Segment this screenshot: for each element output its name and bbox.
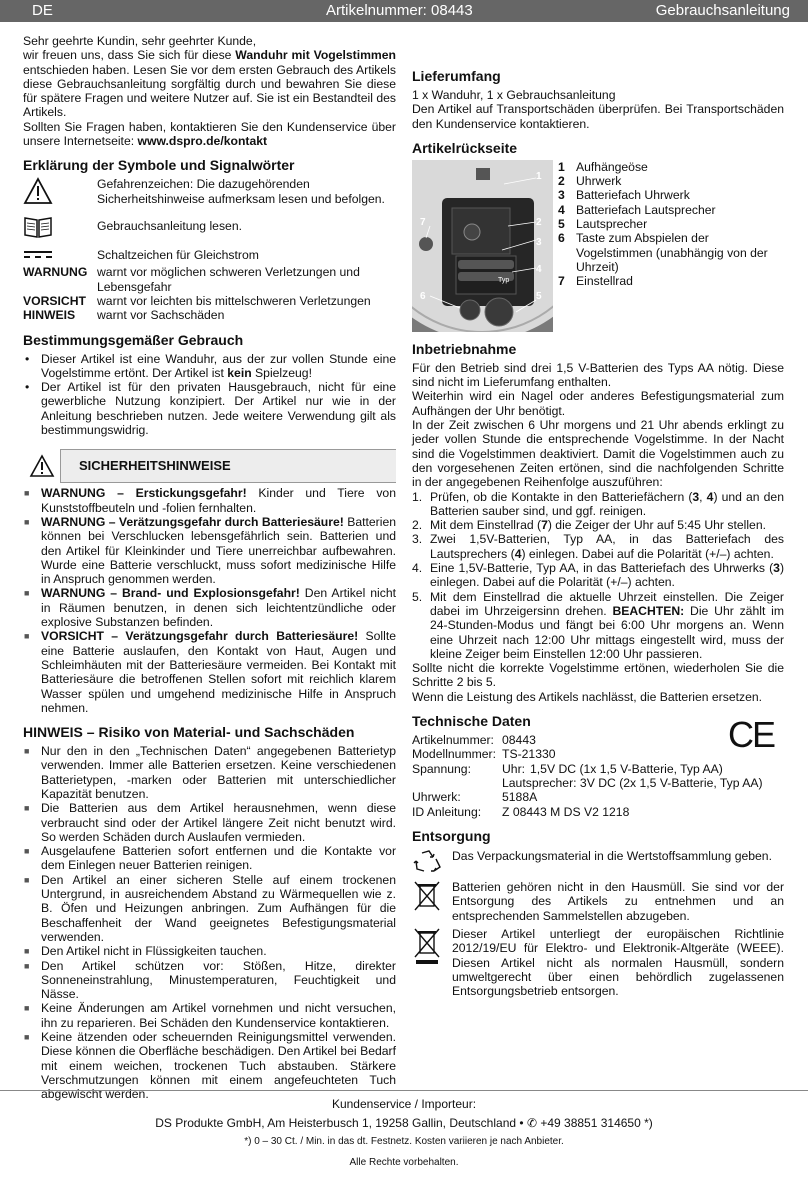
list-item: 5. Mit dem Einstellrad die aktuelle Uhrzeit einstellen. Die Zeiger dabei im Uhrzeigersinn drehen. BEACHTEN: Die Uhr zählt im 24-Stunden-Modus und fängt bei 6:00 Uhr morgens an. Wenn eine Uhrzeit nach 12:00 Uhr mittags eingestellt wird, muss der kleine Zeiger beim Einstellen 12:00 Uhr passieren. — [412, 589, 785, 661]
list-item: ■ WARNUNG – Brand- und Explosionsgefahr! Den Artikel nicht in Räumen benutzen, in denen sich leichtentzündliche oder explosive Substanzen befinden. — [23, 586, 396, 629]
image-label: 7 — [420, 216, 426, 228]
tech-row: ID Anleitung: Z 08443 M DS V2 1218 — [412, 804, 630, 819]
symbol-manual: Gebrauchsanleitung lesen. — [23, 215, 396, 244]
symbol-danger: Gefahrenzeichen: Die dazugehörenden Sicherheitshinweise aufmerksam lesen und befolgen. — [23, 177, 396, 213]
image-label: 5 — [536, 290, 542, 302]
disposal-heading: Entsorgung — [412, 827, 491, 844]
signal-word-notice: HINWEIS warnt vor Sachschäden — [23, 308, 225, 323]
list-item: ■ Keine Änderungen am Artikel vornehmen und nicht versuchen, ihn zu reparieren. Bei Schäden den Kundenservice kontaktieren. — [23, 1001, 396, 1030]
manual-book-icon — [23, 215, 97, 242]
warning-triangle-icon — [23, 449, 61, 483]
recycling-icon — [412, 849, 452, 876]
signal-word-warning: WARNUNG warnt vor möglichen schweren Verletzungen und Lebensgefahr — [23, 265, 360, 294]
service-label: Kundenservice / Importeur: — [331, 1097, 477, 1111]
list-item: • Dieser Artikel ist eine Wanduhr, aus der zur vollen Stunde eine Vogelstimme ertönt. Der Artikel ist kein Spielzeug! — [23, 352, 396, 381]
startup-mounting: Weiterhin wird ein Nagel oder anderes Befestigungsmaterial zum Aufhängen der Uhr benötigt. — [412, 389, 784, 418]
page-footer — [0, 1090, 808, 1169]
right-column — [412, 1, 784, 998]
startup-steps — [412, 490, 784, 662]
image-label: 4 — [536, 263, 542, 275]
scope-heading: Lieferumfang — [412, 68, 501, 84]
service-address: DS Produkte GmbH, Am Heisterbusch 1, 19258 Gallin, Deutschland • ✆ +49 38851 314650 *) — [155, 1116, 653, 1130]
article-number: Artikelnummer: 08443 — [326, 2, 473, 19]
list-item: ■ Den Artikel an einer sicheren Stelle auf einem trockenen Untergrund, in ausreichendem Abstand zu Wärmequellen wie z. B. Öfen und Heizungen anbringen. Zum Aufhängen für die Beschaffenheit der Wand geeignetes Befestigungsmaterial verwenden. — [23, 873, 396, 944]
list-item: 4. Eine 1,5V-Batterie, Typ AA, in das Batteriefach des Uhrwerks (3) einlegen. Dabei auf die Polarität (+/–) achten. — [412, 561, 784, 590]
disposal-batteries: Batterien gehören nicht in den Hausmüll. Sie sind vor der Entsorgung des Artikels zu entnehmen und an entsprechenden Sammelstellen abzugeben. — [412, 880, 784, 923]
tech-row: Spannung: Uhr: 1,5V DC (1x 1,5 V-Batterie, Typ AA) — [412, 761, 723, 776]
startup-replace: Wenn die Leistung des Artikels nachlässt, die Batterien ersetzen. — [412, 689, 763, 704]
tech-row: Lautsprecher: 3V DC (2x 1,5 V-Batterie, Typ AA) — [502, 775, 763, 790]
list-item: ■ WARNUNG – Erstickungsgefahr! Kinder und Tiere von Kunststoffbeuteln und -folien fernhalten. — [23, 486, 396, 515]
startup-batteries: Für den Betrieb sind drei 1,5 V-Batterien des Typs AA nötig. Diese sind nicht im Lieferumfang enthalten. — [412, 360, 784, 390]
greeting: Sehr geehrte Kundin, sehr geehrter Kunde, — [23, 34, 257, 48]
list-item: ■ Keine ätzenden oder scheuernden Reinigungsmittel verwenden. Diese können die Oberfläche beschädigen. Den Artikel bei Bedarf mit einem weichen, trockenen Tuch abstauben. Stärkere Verschmutzungen können mit einem angefeuchteten Tuch abgewischt werden. — [23, 1030, 396, 1101]
legend-item: 1 Aufhängeöse — [558, 159, 648, 174]
legend-item: 5 Lautsprecher — [558, 217, 648, 232]
back-legend — [553, 160, 784, 332]
symbol-dc: Schaltzeichen für Gleichstrom — [23, 248, 396, 265]
startup-schedule: In der Zeit zwischen 6 Uhr morgens und 21 Uhr abends erklingt zu jeder vollen Stunde die entsprechende Vogelstimme. In der Nacht sind die Vogelstimmen deaktiviert. Damit die Vogelstimmen auch zu den vorgesehenen Zeiten ertönen, sind die nachfolgenden Schritte in der angegebenen Reihenfolge auszuführen: — [412, 418, 784, 490]
warning-triangle-icon — [23, 177, 97, 208]
legend-item: 2 Uhrwerk — [558, 174, 622, 189]
startup-repeat: Sollte nicht die korrekte Vogelstimme ertönen, wiederholen Sie die Schritte 2 bis 5. — [412, 661, 784, 690]
cost-note: *) 0 – 30 Ct. / Min. in das dt. Festnetz. Kosten variieren je nach Anbieter. — [244, 1136, 564, 1147]
back-section — [412, 160, 784, 332]
legend-item: 3 Batteriefach Uhrwerk — [558, 188, 690, 203]
weee-bin-icon — [412, 927, 452, 998]
image-label: 2 — [536, 216, 542, 228]
list-item: 1. Prüfen, ob die Kontakte in den Batteriefächern (3, 4) und an den Batterien sauber sind, und ggf. reinigen. — [412, 489, 784, 518]
safety-banner — [23, 449, 396, 483]
rights-note: Alle Rechte vorbehalten. — [349, 1157, 459, 1168]
list-item: ■ Ausgelaufene Batterien sofort entfernen und die Kontakte vor dem Einlegen neuer Batterien reinigen. — [23, 844, 396, 873]
direct-current-icon — [23, 248, 97, 263]
tech-heading: Technische Daten CE — [412, 713, 774, 756]
clock-back-image — [412, 160, 553, 332]
intended-use-heading: Bestimmungsgemäßer Gebrauch — [23, 331, 244, 348]
symbols-heading: Erklärung der Symbole und Signalwörter — [23, 157, 295, 174]
document-type: Gebrauchsanleitung — [655, 2, 790, 19]
scope-items: 1 x Wanduhr, 1 x Gebrauchsanleitung — [412, 88, 616, 102]
left-column — [23, 34, 396, 1102]
service-phone[interactable]: +49 38851 314650 *) — [540, 1116, 653, 1130]
disposal-weee: Dieser Artikel unterliegt der europäischen Richtlinie 2012/19/EU für Elektro- und Elektronik-Altgeräte (WEEE). Diesen Artikel nicht als normalen Hausmüll, sondern umweltgerecht über einen behördlich zugelassenen Entsorgungsbetrieb entsorgen. — [412, 927, 784, 998]
image-label: 1 — [536, 170, 542, 182]
tech-row: Modellnummer: TS-21330 — [412, 747, 556, 762]
notice-list — [23, 744, 396, 1101]
startup-heading: Inbetriebnahme — [412, 340, 517, 357]
list-item: ■ Nur den in den „Technischen Daten“ angegebenen Batterietyp verwenden. Immer alle Batterien ersetzen. Keine verschiedenen Batterietypen, -marken oder Batterien mit unterschiedlicher Kapazität benutzen. — [23, 744, 396, 801]
phone-icon: ✆ — [526, 1116, 537, 1130]
contact-paragraph: Sollten Sie Fragen haben, kontaktieren Sie den Kundenservice über unsere Internetseite: www.dspro.de/kontakt — [23, 119, 396, 149]
list-item: 3. Zwei 1,5V-Batterien, Typ AA, in das Batteriefach des Lautsprechers (4) einlegen. Dabei auf die Polarität (+/–) achten. — [412, 532, 784, 561]
image-label: 6 — [420, 290, 426, 302]
list-item: ■ WARNUNG – Verätzungsgefahr durch Batteriesäure! Batterien können bei Verschlucken lebensgefährlich sein. Batterien und den Artikel für Kleinkinder und Tiere unerreichbar aufbewahren. Wurde eine Batterie verschluckt, muss sofort medizinische Hilfe in Anspruch genommen werden. — [23, 515, 396, 586]
contact-link[interactable]: www.dspro.de/kontakt — [137, 134, 268, 149]
disposal-packaging: Das Verpackungsmaterial in die Wertstoffsammlung geben. — [412, 849, 784, 876]
battery-type-text: Typ — [498, 276, 510, 284]
list-item: ■ Den Artikel nicht in Flüssigkeiten tauchen. — [23, 944, 396, 958]
tech-row: Uhrwerk: 5188A — [412, 790, 538, 805]
intended-use-list — [23, 352, 396, 438]
notice-heading: HINWEIS – Risiko von Material- und Sachschäden — [23, 724, 355, 741]
list-item: ■ Den Artikel schützen vor: Stößen, Hitze, direkter Sonneneinstrahlung, Minustemperaturen, Feuchtigkeit und Nässe. — [23, 959, 396, 1002]
legend-item: 7 Einstellrad — [558, 274, 633, 289]
list-item: ■ VORSICHT – Verätzungsgefahr durch Batteriesäure! Sollte eine Batterie auslaufen, den Kontakt von Haut, Augen und Schleimhäuten mit der Batteriesäure vermeiden. Bei Kontakt mit Batteriesäure die betroffenen Stellen sofort mit reichlich klarem Wasser spülen und umgehend medizinische Hilfe in Anspruch nehmen. — [23, 629, 396, 715]
crossed-bin-icon — [412, 880, 452, 923]
safety-list — [23, 486, 396, 715]
list-item: • Der Artikel ist für den privaten Hausgebrauch, nicht für eine gewerbliche Nutzung konzipiert. Der Artikel nur wie in der Anleitung beschrieben nutzen. Jede weitere Verwendung gilt als bestimmungswidrig. — [23, 380, 396, 437]
ce-mark-icon: CE — [727, 714, 774, 756]
legend-item: 4 Batteriefach Lautsprecher — [558, 202, 716, 217]
back-heading: Artikelrückseite — [412, 139, 518, 156]
list-item: 2. Mit dem Einstellrad (7) die Zeiger der Uhr auf 5:45 Uhr stellen. — [412, 518, 766, 533]
legend-item: 6 Taste zum Abspielen der Vogelstimmen (unabhängig von der Uhrzeit) — [558, 231, 768, 274]
safety-heading: SICHERHEITSHINWEISE — [79, 458, 231, 474]
tech-row: Artikelnummer: 08443 — [412, 733, 536, 748]
signal-word-caution: VORSICHT warnt vor leichten bis mittelschweren Verletzungen — [23, 293, 371, 308]
image-label: 3 — [536, 236, 542, 248]
list-item: ■ Die Batterien aus dem Artikel herausnehmen, wenn diese verbraucht sind oder der Artikel längere Zeit nicht benutzt wird. So werden Schäden durch Auslaufen vermieden. — [23, 801, 396, 844]
language-code: DE — [32, 2, 53, 19]
intro-paragraph: wir freuen uns, dass Sie sich für diese Wanduhr mit Vogelstimmen entschieden haben. Lesen Sie vor dem ersten Gebrauch des Artikels diese Gebrauchsanleitung sorgfältig durch und bewahren Sie diese für spätere Fragen und weitere Nutzer auf. Sie ist ein Bestandteil des Artikels. — [23, 48, 396, 120]
scope-check: Den Artikel auf Transportschäden überprüfen. Bei Transportschäden den Kundenservice kontaktieren. — [412, 102, 784, 131]
